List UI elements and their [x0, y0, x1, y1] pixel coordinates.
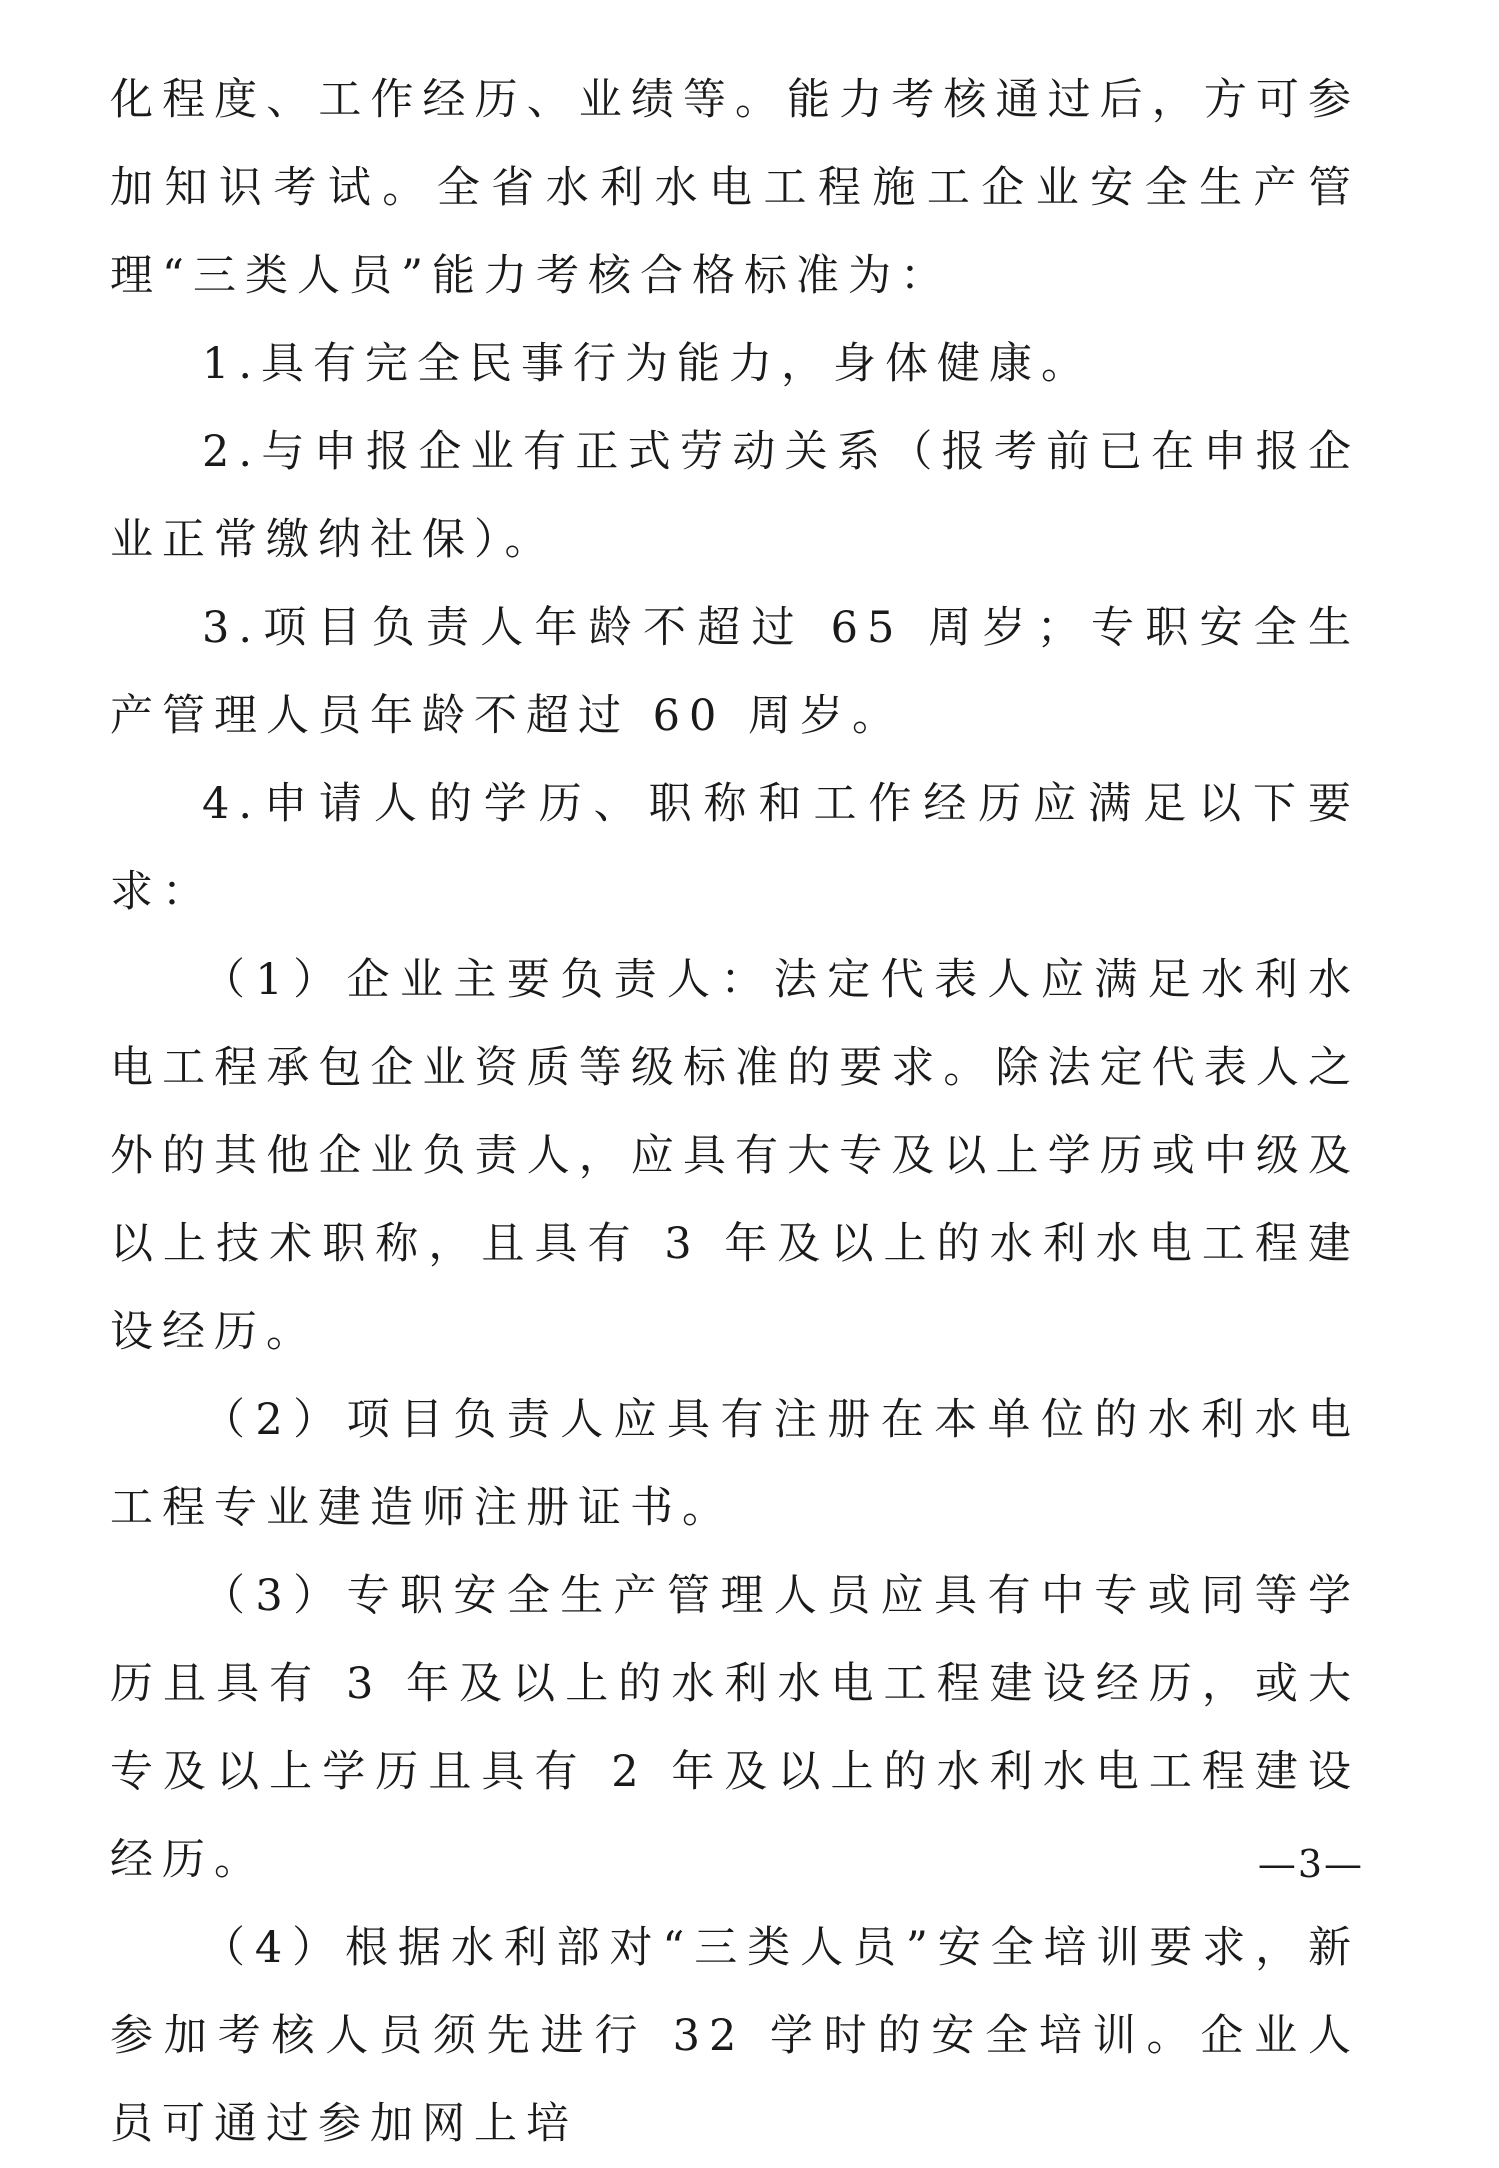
- paragraph-subitem-1: （1）企业主要负责人：法定代表人应满足水利水电工程承包企业资质等级标准的要求。除法定代表人之外的其他企业负责人，应具有大专及以上学历或中级及以上技术职称，且具有 3 年及以上的水利水电工程建设经历。: [110, 955, 1360, 1357]
- paragraph-item-1: 1.具有完全民事行为能力，身体健康。: [202, 339, 1094, 389]
- paragraph-item-2: 2.与申报企业有正式劳动关系（报考前已在申报企业正常缴纳社保）。: [110, 427, 1360, 565]
- paragraph-item-3: 3.项目负责人年龄不超过 65 周岁；专职安全生产管理人员年龄不超过 60 周岁。: [110, 603, 1360, 741]
- document-body: [110, 56, 1360, 2168]
- paragraph-subitem-3: （3）专职安全生产管理人员应具有中专或同等学历且具有 3 年及以上的水利水电工程建设经历，或大专及以上学历且具有 2 年及以上的水利水电工程建设经历。: [110, 1571, 1360, 1885]
- paragraph-item-4: 4.申请人的学历、职称和工作经历应满足以下要求：: [110, 779, 1360, 917]
- paragraph-subitem-2: （2）项目负责人应具有注册在本单位的水利水电工程专业建造师注册证书。: [110, 1395, 1360, 1533]
- page-number: —3—: [1257, 1842, 1364, 1886]
- paragraph-continuation: 化程度、工作经历、业绩等。能力考核通过后，方可参加知识考试。全省水利水电工程施工企业安全生产管理“三类人员”能力考核合格标准为：: [110, 75, 1360, 301]
- paragraph-subitem-4: （4）根据水利部对“三类人员”安全培训要求，新参加考核人员须先进行 32 学时的安全培训。企业人员可通过参加网上培: [110, 1923, 1360, 2149]
